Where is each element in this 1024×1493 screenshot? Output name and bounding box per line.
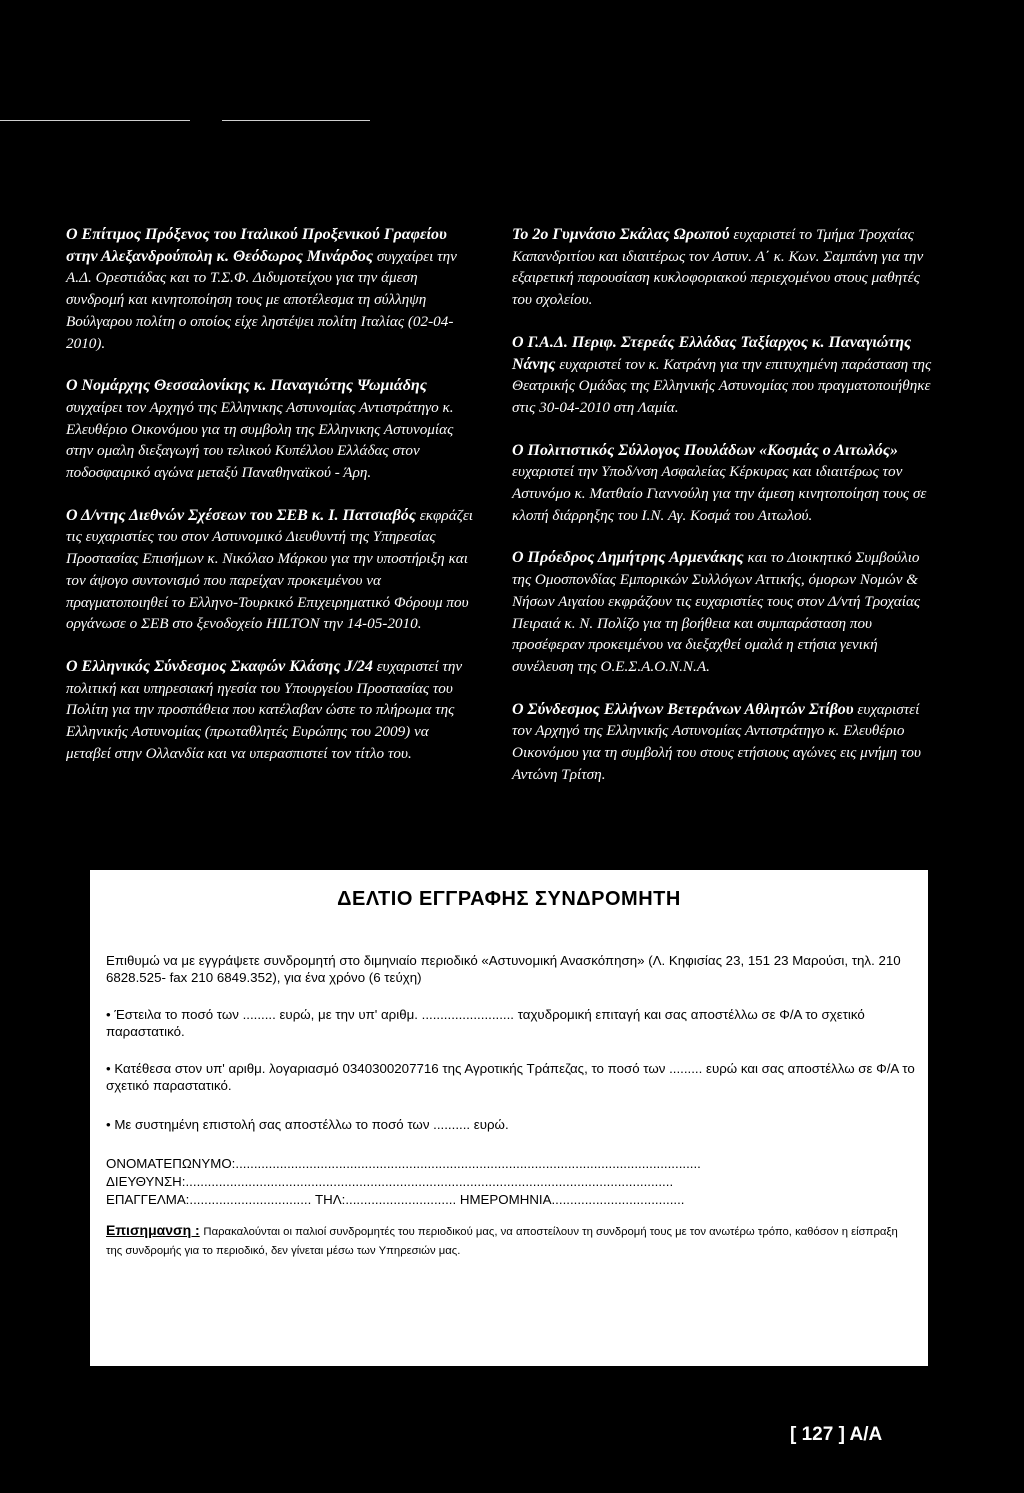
form-title: ΔΕΛΤΙΟ ΕΓΓΡΑΦΗΣ ΣΥΝΔΡΟΜΗΤΗ (337, 888, 681, 910)
profession-dots: ................................. (189, 1192, 312, 1207)
address-label: ΔΙΕΥΘΥΝΣΗ: (106, 1174, 186, 1189)
address-dots: .................................................................................................................................... (185, 1174, 674, 1189)
subscription-form (90, 870, 928, 1366)
note-label: Επισημανση : (106, 1222, 200, 1238)
payment-option-registered-letter[interactable]: • Με συστημένη επιστολή σας αποστέλλω το ποσό των .......... ευρώ. (106, 1117, 509, 1132)
article-5: Το 2ο Γυμνάσιο Σκάλας Ωρωπού ευχαριστεί το Τμήμα Τροχαίας Καπανδριτίου και ιδιαιτέρως τον Αστυν. Α΄ κ. Κων. Σαμπάνη για την εξαιρετική παρουσίαση κυκλοφοριακού περιεχομένου στους μαθητές του σχολείου. (512, 226, 924, 309)
date-label: ΗΜΕΡΟΜΗΝΙΑ (459, 1192, 552, 1207)
name-label: ΟΝΟΜΑΤΕΠΩΝΥΜΟ: (106, 1156, 236, 1171)
page-number: [ 127 ] Α/Α (790, 1424, 883, 1445)
article-4: Ο Ελληνικός Σύνδεσμος Σκαφών Κλάσης J/24 ευχαριστεί την πολιτική και υπηρεσιακή ηγεσία του Υπουργείου Προστασίας του Πολίτη για την προσπάθεια που κατέλαβαν ώστε το πλήρωμα της Ελληνικής Αστυνομίας (πρωταθλητές Ευρώπης του 2009) να μεταβεί στην Ολλανδία και να υπερασπιστεί τον τίτλο του. (66, 657, 463, 762)
article-2: Ο Νομάρχης Θεσσαλονίκης κ. Παναγιώτης Ψωμιάδης συγχαίρει τον Αρχηγό της Ελληνικης Αστυνομίας Αντιστράτηγο κ. Ελευθέριο Οικονόμου για τη συμβολη της Ελληνικης Αστυνομίας στην ομαλη διεξαγωγή του τελικού Κυπέλλου Ελλάδας στον ποδοσφαιρικό αγώνα μεταξύ Παναθηναϊκού - Άρη. (66, 377, 454, 482)
top-rule-right (222, 120, 370, 121)
name-dots: .............................................................................................................................. (235, 1156, 701, 1171)
top-rule-left (0, 120, 190, 121)
payment-option-bank[interactable]: • Κατέθεσα στον υπ' αριθμ. λογαριασμό 0340300207716 της Αγροτικής Τράπεζας, το ποσό των ......... ευρώ και σας αποστέλλω σε Φ/Α το σχετικό παραστατικό. (106, 1061, 915, 1093)
left-column (66, 224, 476, 785)
article-1: Ο Επίτιμος Πρόξενος του Ιταλικού Προξενικού Γραφείου στην Αλεξανδρούπολη κ. Θεόδωρος Μινάρδος συγχαίρει την Α.Δ. Ορεστιάδας και το Τ.Σ.Φ. Διδυμοτείχου για την άμεση συνδρομή και κινητοποίηση τους με αποτέλεσμα τη σύλληψη Βούλγαρου πολίτη ο οποίος είχε ληστέψει πολίτη Ιταλίας (02-04-2010). (66, 226, 457, 352)
right-column (512, 224, 932, 806)
article-3: Ο Δ/ντης Διεθνών Σχέσεων του ΣΕΒ κ. Ι. Πατσιαβός εκφράζει τις ευχαριστίες του στον Αστυνομικό Διευθυντή της Υπηρεσίας Προστασίας Επισήμων κ. Νικόλαο Μάρκου για την υποστήριξη και τον άψογο συντονισμό που παρείχαν προκειμένου να πραγματοποιηθεί το Ελληνο-Τουρκικό Επιχειρηματικό Φόρουμ που οργάνωσε ο ΣΕΒ στο ξενοδοχείο HILTON την 14-05-2010. (66, 506, 474, 633)
address-field[interactable] (106, 1173, 918, 1190)
article-7: Ο Πολιτιστικός Σύλλογος Πουλάδων «Κοσμάς ο Αιτωλός» ευχαριστεί την Υποδ/νση Ασφαλείας Κέρκυρας και ιδιαιτέρως τον Αστυνόμο κ. Ματθαίο Γιαννούλη για την άμεση κινητοποίηση τους σε κλοπή διάρρηξης του Ι.Ν. Αγ. Κοσμά του Αιτωλού. (512, 441, 927, 524)
profession-label: ΕΠΑΓΓΕΛΜΑ: (106, 1192, 190, 1207)
phone-dots: .............................. (345, 1192, 457, 1207)
payment-option-postal[interactable]: • Έστειλα το ποσό των ......... ευρώ, με την υπ' αριθμ. ......................... ταχυδρομική επιταγή και σας αποστέλλω σε Φ/Α το σχετικό παραστατικό. (106, 1007, 865, 1039)
article-9: Ο Σύνδεσμος Ελλήνων Βετεράνων Αθλητών Στίβου ευχαριστεί τον Αρχηγό της Ελληνικής Αστυνομίας Αντιστράτηγο κ. Ελευθέριο Οικονόμου για τη συμβολή του στους ετήσιους αγώνες εις μνήμη του Αντώνη Τρίτση. (512, 700, 921, 783)
phone-label: ΤΗΛ: (315, 1192, 346, 1207)
article-6: Ο Γ.Α.Δ. Περιφ. Στερεάς Ελλάδας Ταξίαρχος κ. Παναγιώτης Νάνης ευχαριστεί τον κ. Κατράνη για την επιτυχημένη παράσταση της Θεατρικής Ομάδας της Ελληνικής Αστυνομίας που πραγματοποιήθηκε στις 30-04-2010 στη Λαμία. (512, 333, 932, 416)
name-field[interactable] (106, 1155, 918, 1172)
profession-phone-date-field[interactable] (106, 1191, 918, 1208)
note-text: Παρακαλούνται οι παλιοί συνδρομητές του περιοδικού μας, να αποστείλουν τη συνδρομή τους με τον ανωτέρω τρόπο, καθόσον η είσπραξη της συνδρομής για το περιοδικό, δεν γίνεται μέσω των Υπηρεσιών μας. (106, 1226, 898, 1257)
form-intro: Επιθυμώ να με εγγράψετε συνδρομητή στο διμηνιαίο περιοδικό «Αστυνομική Ανασκόπηση» (Λ. Κηφισίας 23, 151 23 Μαρούσι, τηλ. 210 6828.525- fax 210 6849.352), για ένα χρόνο (6 τεύχη) (106, 953, 901, 985)
form-note (106, 1222, 906, 1260)
date-dots: .................................... (551, 1192, 685, 1207)
article-8: Ο Πρόεδρος Δημήτρης Αρμενάκης και το Διοικητικό Συμβούλιο της Ομοσπονδίας Εμπορικών Συλλόγων Αττικής, όμορων Νομών & Νήσων Αιγαίου εκφράζουν τις ευχαριστίες τους στον Δ/ντή Τροχαίας Πειραιά κ. Ν. Πολίζο για τη βοήθεια και συμπαράσταση που προσέφεραν προκειμένου να διεξαχθεί ομαλά η ετήσια γενική συνέλευση της Ο.Ε.Σ.Α.Ο.Ν.Ν.Α. (512, 549, 921, 675)
